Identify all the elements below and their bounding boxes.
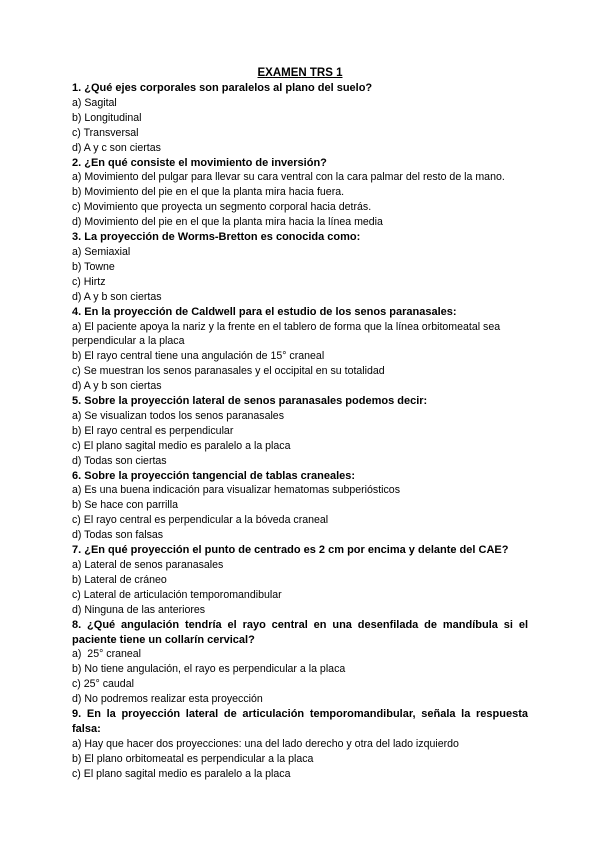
question-6-option-d: d) Todas son falsas: [72, 529, 164, 542]
question-7-option-c: c) Lateral de articulación temporomandibular: [72, 588, 282, 601]
question-7: [72, 543, 528, 618]
question-9-option-b: b) El plano orbitomeatal es perpendicular a la placa: [72, 752, 314, 765]
question-9-option-a: a) Hay que hacer dos proyecciones: una del lado derecho y otra del lado izquierdo: [72, 737, 459, 750]
question-2-option-b: b) Movimiento del pie en el que la planta mira hacia fuera.: [72, 186, 345, 199]
question-2-option-d: d) Movimiento del pie en el que la planta mira hacia la línea media: [72, 216, 383, 229]
question-3-option-d: d) A y b son ciertas: [72, 290, 162, 303]
question-3: [72, 230, 528, 305]
question-8: [72, 618, 528, 707]
question-1: [72, 81, 528, 156]
question-1-option-a: a) Sagital: [72, 96, 117, 109]
question-3-option-a: a) Semiaxial: [72, 245, 131, 258]
question-2-text: 2. ¿En qué consiste el movimiento de inversión?: [72, 156, 327, 169]
question-8-option-b: b) No tiene angulación, el rayo es perpendicular a la placa: [72, 663, 346, 676]
question-6-option-a: a) Es una buena indicación para visualizar hematomas subperiósticos: [72, 484, 400, 497]
question-2: [72, 156, 528, 231]
question-6-option-c: c) El rayo central es perpendicular a la bóveda craneal: [72, 514, 329, 527]
question-7-option-d: d) Ninguna de las anteriores: [72, 603, 206, 616]
question-2-option-a: a) Movimiento del pulgar para llevar su cara ventral con la cara palmar del resto de la mano.: [72, 171, 505, 184]
question-5: [72, 394, 528, 469]
question-9: [72, 707, 528, 782]
question-5-option-c: c) El plano sagital medio es paralelo a la placa: [72, 439, 291, 452]
question-5-option-a: a) Se visualizan todos los senos paranasales: [72, 409, 284, 422]
question-7-text: 7. ¿En qué proyección el punto de centrado es 2 cm por encima y delante del CAE?: [72, 544, 509, 557]
question-8-option-d: d) No podremos realizar esta proyección: [72, 693, 263, 706]
question-1-option-b: b) Longitudinal: [72, 111, 142, 124]
question-6-text: 6. Sobre la proyección tangencial de tablas craneales:: [72, 469, 356, 482]
question-1-option-d: d) A y c son ciertas: [72, 141, 161, 154]
question-2-option-c: c) Movimiento que proyecta un segmento corporal hacia detrás.: [72, 201, 372, 214]
question-8-text: 8. ¿Qué angulación tendría el rayo central en una desenfilada de mandíbula si el paciente tiene un collarín cervical?: [72, 618, 528, 646]
question-4-text: 4. En la proyección de Caldwell para el estudio de los senos paranasales:: [72, 305, 457, 318]
question-4: [72, 305, 528, 394]
question-4-option-d: d) A y b son ciertas: [72, 380, 162, 393]
question-6-option-b: b) Se hace con parrilla: [72, 499, 178, 512]
question-4-option-b: b) El rayo central tiene una angulación de 15° craneal: [72, 350, 325, 363]
question-3-option-b: b) Towne: [72, 260, 115, 273]
question-6: [72, 469, 528, 544]
question-1-option-c: c) Transversal: [72, 126, 139, 139]
question-9-option-c: c) El plano sagital medio es paralelo a la placa: [72, 767, 291, 780]
question-5-text: 5. Sobre la proyección lateral de senos paranasales podemos decir:: [72, 395, 428, 408]
question-5-option-d: d) Todas son ciertas: [72, 454, 167, 467]
exam-page: [72, 66, 528, 782]
question-4-option-a: a) El paciente apoya la nariz y la frente en el tablero de forma que la línea orbitomeatal sea perpendicular a la placa: [72, 320, 501, 348]
exam-title: EXAMEN TRS 1: [257, 67, 343, 79]
question-8-option-c: c) 25° caudal: [72, 678, 134, 691]
question-8-option-a: a) 25° craneal: [72, 648, 142, 661]
question-3-option-c: c) Hirtz: [72, 275, 106, 288]
question-7-option-a: a) Lateral de senos paranasales: [72, 559, 224, 571]
question-1-text: 1. ¿Qué ejes corporales son paralelos al plano del suelo?: [72, 82, 373, 94]
question-4-option-c: c) Se muestran los senos paranasales y el occipital en su totalidad: [72, 365, 385, 378]
question-3-text: 3. La proyección de Worms-Bretton es conocida como:: [72, 231, 361, 244]
question-9-text: 9. En la proyección lateral de articulación temporomandibular, señala la respuesta falsa:: [72, 708, 528, 735]
question-5-option-b: b) El rayo central es perpendicular: [72, 424, 234, 437]
question-7-option-b: b) Lateral de cráneo: [72, 573, 167, 586]
